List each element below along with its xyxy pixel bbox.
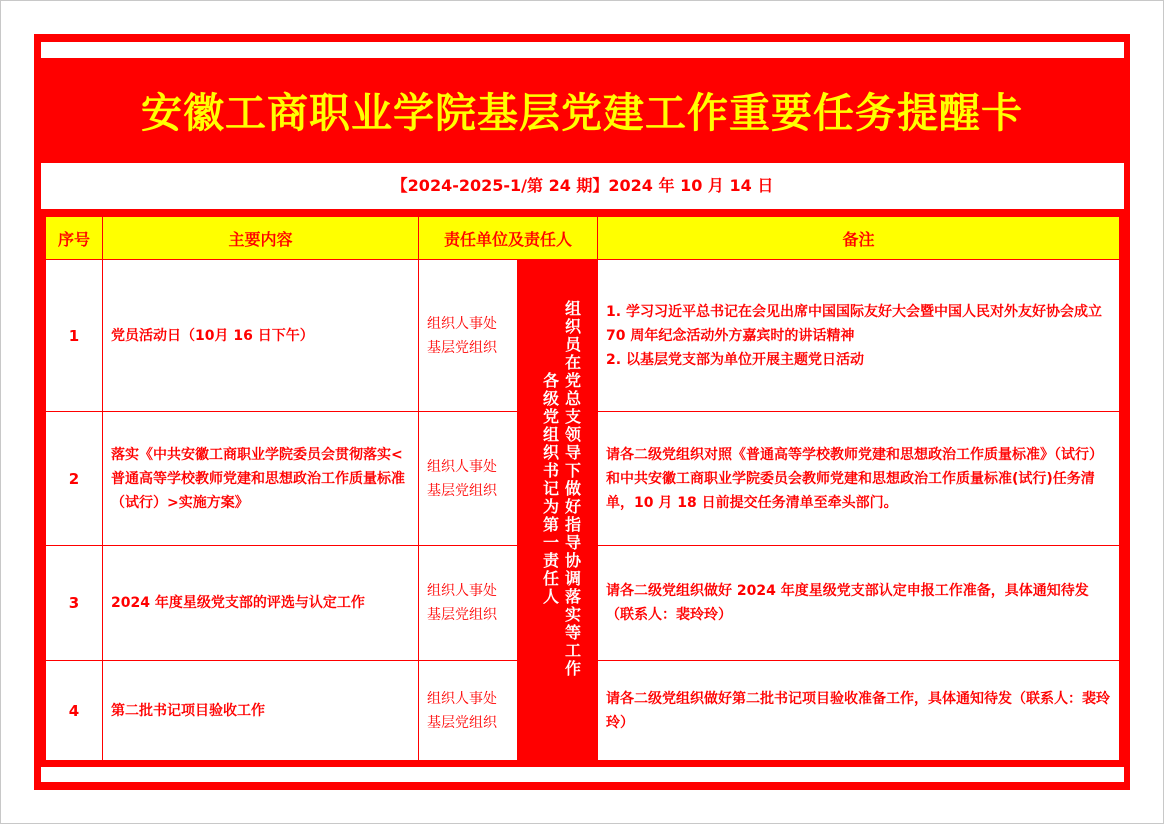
unit-line: 基层党组织 [427, 607, 497, 623]
header-content: 主要内容 [103, 217, 419, 260]
unit-line: 基层党组织 [427, 482, 497, 499]
row-number: 1 [46, 260, 103, 412]
vertical-responsibility-note [518, 260, 598, 761]
unit-line: 组织人事处 [427, 583, 497, 599]
row-remark: 请各二级党组织做好第二批书记项目验收准备工作，具体通知待发（联系人：裴玲玲） [598, 661, 1120, 761]
table-header-row [46, 217, 1120, 260]
row-content: 第二批书记项目验收工作 [103, 661, 419, 761]
card-title: 安徽工商职业学院基层党建工作重要任务提醒卡 [141, 89, 1023, 137]
vertical-note-left: 各级党组织书记为第一责任人 [542, 371, 559, 606]
row-responsible-unit [419, 412, 518, 546]
row-content: 落实《中共安徽工商职业学院委员会贯彻落实<普通高等学校教师党建和思想政治工作质量标准（试行）>实施方案》 [103, 412, 419, 546]
table-row [46, 260, 1120, 412]
unit-line: 组织人事处 [427, 458, 497, 475]
row-responsible-unit [419, 546, 518, 661]
top-white-strip [41, 42, 1124, 58]
task-table [45, 216, 1120, 761]
row-number: 2 [46, 412, 103, 546]
header-responsible: 责任单位及责任人 [419, 217, 598, 260]
row-number: 4 [46, 661, 103, 761]
unit-line: 组织人事处 [427, 315, 497, 332]
row-remark: 请各二级党组织对照《普通高等学校教师党建和思想政治工作质量标准》（试行）和中共安徽工商职业学院委员会教师党建和思想政治工作质量标准(试行)任务清单，10 月 18 日前提交任务清单至牵头部门。 [598, 412, 1120, 546]
unit-line: 基层党组织 [427, 714, 497, 731]
header-remark: 备注 [598, 217, 1120, 260]
row-responsible-unit [419, 260, 518, 412]
row-content: 党员活动日（10月 16 日下午） [103, 260, 419, 412]
issue-date-line: 【2024-2025-1/第 24 期】2024 年 10 月 14 日 [41, 163, 1124, 209]
unit-line: 基层党组织 [427, 339, 497, 356]
row-content: 2024 年度星级党支部的评选与认定工作 [103, 546, 419, 661]
row-responsible-unit [419, 661, 518, 761]
remark-text: 1. 学习习近平总书记在会见出席中国国际友好大会暨中国人民对外友好协会成立 70 周年纪念活动外方嘉宾时的讲话精神 2. 以基层党支部为单位开展主题党日活动 [606, 303, 1102, 368]
bottom-white-strip [41, 767, 1124, 782]
row-remark: 请各二级党组织做好 2024 年度星级党支部认定申报工作准备，具体通知待发（联系人：裴玲玲） [598, 546, 1120, 661]
header-no: 序号 [46, 217, 103, 260]
row-remark [598, 260, 1120, 412]
row-number: 3 [46, 546, 103, 661]
unit-line: 组织人事处 [427, 690, 497, 707]
vertical-note-right: 组织员在党总支领导下做好指导 协调 落实等工作 [564, 299, 581, 678]
